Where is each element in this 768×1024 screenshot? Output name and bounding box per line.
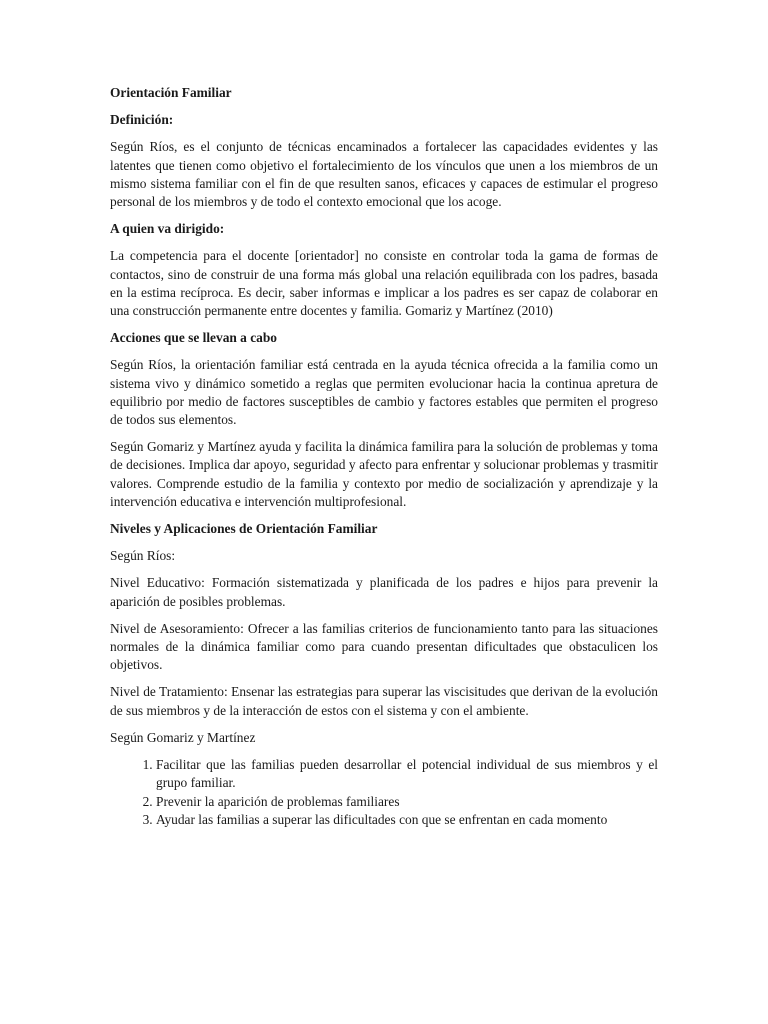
level-tratamiento-paragraph: Nivel de Tratamiento: Ensenar las estrategias para superar las viscisitudes que derivan de la evolución de sus miembros y de la interacción de estos con el sistema y con el ambiente. <box>110 684 658 718</box>
definition-heading: Definición: <box>110 112 174 128</box>
gomariz-list <box>110 756 658 829</box>
level-educativo-paragraph: Nivel Educativo: Formación sistematizada y planificada de los padres e hijos para prevenir la aparición de posibles problemas. <box>110 575 658 609</box>
document-page <box>110 84 658 829</box>
actions-paragraph-rios: Según Ríos, la orientación familiar está centrada en la ayuda técnica ofrecida a la familia como un sistema vivo y dinámico sometido a reglas que permiten evolucionar hacia la continua apretura de equilibrio por medio de factores susceptibles de cambio y factores estables que permiten el progreso de todos sus elementos. <box>110 357 658 428</box>
audience-paragraph: La competencia para el docente [orientador] no consiste en controlar toda la gama de formas de contactos, sino de construir de una forma más global una relación equilibrada con los padres, basada en la estima recíproca. Es decir, saber informas e implicar a los padres es ser capaz de colaborar en una construcción permanente entre docentes y familia. Gomariz y Martínez (2010) <box>110 248 658 319</box>
level-asesoramiento-paragraph: Nivel de Asesoramiento: Ofrecer a las familias criterios de funcionamiento tanto para las situaciones normales de la dinámica familiar como para cuando presentan dificultades que obstaculicen los objetivos. <box>110 620 658 673</box>
document-title: Orientación Familiar <box>110 85 232 100</box>
definition-paragraph: Según Ríos, es el conjunto de técnicas encaminados a fortalecer las capacidades evidentes y las latentes que tienen como objetivo el fortalecimiento de los vínculos que unen a los miembros de un mismo sistema familiar con el fin de que resulten sanos, eficaces y capaces de estimular el progreso personal de los miembros y de todo el contexto emocional que los acoge. <box>110 139 658 210</box>
actions-heading: Acciones que se llevan a cabo <box>110 330 278 346</box>
list-item: 1. Facilitar que las familias pueden desarrollar el potencial individual de sus miembros y el grupo familiar. <box>156 756 658 792</box>
rios-intro: Según Ríos: <box>110 548 176 564</box>
audience-heading: A quien va dirigido: <box>110 221 225 237</box>
levels-heading: Niveles y Aplicaciones de Orientación Familiar <box>110 521 378 537</box>
gomariz-intro: Según Gomariz y Martínez <box>110 729 256 745</box>
list-item: 2. Prevenir la aparición de problemas familiares <box>156 793 658 811</box>
list-item: 3. Ayudar las familias a superar las dificultades con que se enfrentan en cada momento <box>156 811 658 829</box>
actions-paragraph-gomariz: Según Gomariz y Martínez ayuda y facilita la dinámica familira para la solución de problemas y toma de decisiones. Implica dar apoyo, seguridad y afecto para enfrentar y solucionar problemas y trasmitir valores. Comprende estudio de la familia y contexto por medio de socialización y aprendizaje y la intervención educativa e intervención multiprofesional. <box>110 439 658 509</box>
